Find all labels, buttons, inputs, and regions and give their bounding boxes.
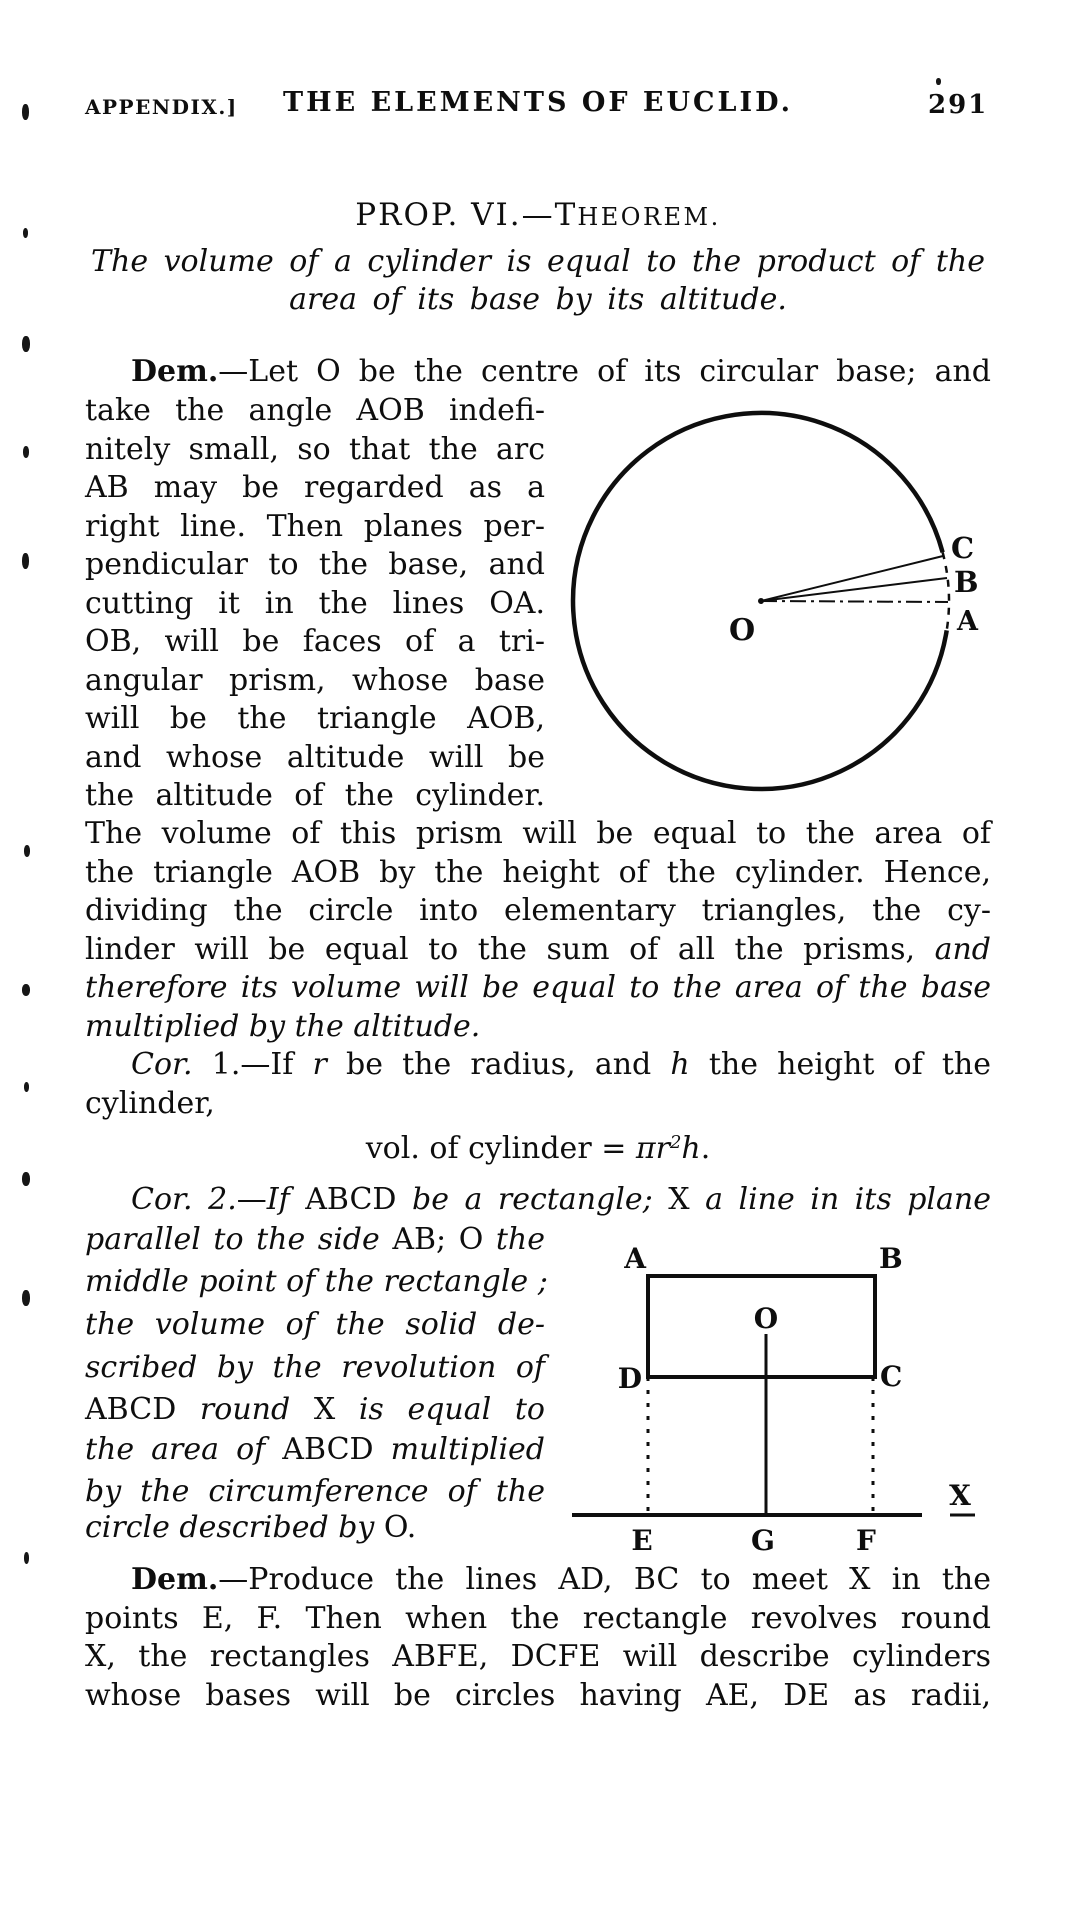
body-line: X, the rectangles ABFE, DCFE will describe cylinders	[85, 1639, 991, 1674]
circle-figure	[555, 398, 1005, 803]
cylinder-volume-formula: vol. of cylinder = $\pi r^2h$.	[365, 1130, 711, 1166]
body-line: the triangle AOB by the height of the cylinder. Hence,	[85, 855, 991, 890]
body-text: —Let O be the centre of its circular base; and	[218, 354, 991, 389]
body-line: points E, F. Then when the rectangle revolves round	[85, 1601, 991, 1636]
dem-lead: Dem.	[131, 1562, 219, 1597]
body-line: the altitude of the cylinder.	[85, 778, 545, 813]
scan-artifact	[22, 553, 29, 569]
body-line: AB may be regarded as a	[85, 470, 545, 505]
label-a: A	[957, 606, 978, 637]
label-a: A	[624, 1242, 646, 1275]
scan-artifact	[24, 1082, 29, 1092]
dem-lead: Dem.	[131, 354, 219, 389]
label-f: F	[856, 1524, 876, 1557]
scan-artifact	[936, 78, 941, 85]
scan-artifact	[22, 1172, 30, 1186]
radius-oa-dashdot-line	[761, 601, 948, 602]
corollary-2-line: circle described by O.	[85, 1510, 417, 1545]
corollary-2-line: middle point of the rectangle ;	[85, 1264, 548, 1299]
corollary-2-line: Cor. 2.—If ABCD be a rectangle; X a line in its plane	[131, 1182, 991, 1217]
scan-artifact	[24, 845, 30, 857]
corollary-2-line: the volume of the solid de-	[85, 1307, 545, 1342]
body-line: cutting it in the lines OA.	[85, 586, 545, 621]
scan-artifact	[22, 1290, 30, 1306]
label-e: E	[631, 1524, 653, 1557]
body-line: will be the triangle AOB,	[85, 701, 545, 736]
corollary-2-line: parallel to the side AB; O the	[85, 1222, 545, 1257]
body-line: OB, will be faces of a tri-	[85, 624, 545, 659]
label-o: O	[729, 613, 756, 648]
body-line: take the angle AOB indefi-	[85, 393, 545, 428]
scan-artifact	[22, 104, 29, 120]
body-line: whose bases will be circles having AE, DE as radii,	[85, 1678, 991, 1713]
radius-ob-line	[761, 578, 947, 601]
body-line: pendicular to the base, and	[85, 547, 545, 582]
label-g: G	[751, 1524, 775, 1557]
header-section-label: APPENDIX.]	[85, 95, 238, 119]
scan-artifact	[23, 446, 29, 458]
rectangle-figure	[540, 1228, 1020, 1568]
label-b: B	[954, 565, 979, 599]
body-line: and whose altitude will be	[85, 740, 545, 775]
body-line	[85, 1561, 991, 1599]
body-line: linder will be equal to the sum of all the prisms, and	[85, 932, 991, 967]
label-x: X	[949, 1479, 971, 1512]
corollary-2-line: by the circumference of the	[85, 1474, 545, 1509]
label-c: C	[951, 531, 975, 565]
scan-artifact	[22, 984, 30, 996]
corollary-2-line: the area of ABCD multiplied	[85, 1432, 545, 1467]
body-text: —Produce the lines AD, BC to meet X in the	[218, 1562, 991, 1597]
corollary-1-line: cylinder,	[85, 1086, 215, 1121]
body-line: nitely small, so that the arc	[85, 432, 545, 467]
body-line: angular prism, whose base	[85, 663, 545, 698]
label-o: O	[753, 1302, 779, 1335]
body-line: multiplied by the altitude.	[85, 1009, 481, 1044]
corollary-2-line: scribed by the revolution of	[85, 1350, 545, 1385]
corollary-1-line: Cor. 1.—If r be the radius, and h the height of the	[131, 1047, 992, 1082]
corollary-2-line: ABCD round X is equal to	[85, 1392, 545, 1427]
theorem-statement-line: area of its base by its altitude.	[289, 282, 787, 317]
theorem-statement-line: The volume of a cylinder is equal to the product of the	[90, 244, 985, 279]
header-page-number: 291	[928, 90, 989, 120]
proposition-title-main: PROP. VI.—T	[355, 197, 578, 233]
radius-oc-line	[761, 556, 943, 601]
proposition-title	[85, 196, 991, 236]
label-d: D	[617, 1362, 642, 1395]
label-b: B	[879, 1242, 903, 1275]
scan-artifact	[24, 1552, 29, 1564]
body-line: therefore its volume will be equal to the area of the base	[85, 970, 991, 1005]
scan-artifact	[23, 228, 28, 238]
body-line: dividing the circle into elementary triangles, the cy-	[85, 893, 991, 928]
proposition-title-smallcaps: HEOREM.	[577, 203, 721, 231]
body-line	[85, 353, 991, 391]
label-c: C	[880, 1360, 903, 1393]
body-line: The volume of this prism will be equal to the area of	[85, 816, 991, 851]
header-book-title: THE ELEMENTS OF EUCLID.	[282, 87, 794, 118]
scan-artifact	[22, 336, 30, 352]
body-line: right line. Then planes per-	[85, 509, 545, 544]
circle-outline-dashed-arc	[943, 552, 949, 630]
